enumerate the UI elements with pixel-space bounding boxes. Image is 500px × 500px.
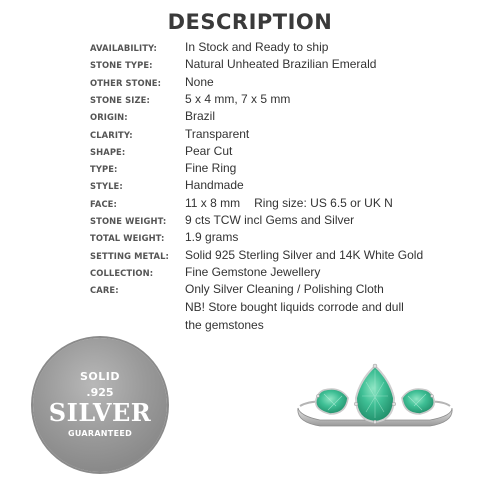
spec-row-stone-type [0,57,500,74]
spec-label: ORIGIN: [90,112,128,123]
spec-value: Fine Gemstone Jewellery [185,264,321,279]
spec-value: Brazil [185,109,216,124]
spec-value-ring-size: Ring size: US 6.5 or UK N [254,195,393,210]
spec-value: Fine Ring [185,161,237,176]
spec-row-care [0,282,500,299]
spec-value: In Stock and Ready to ship [185,40,329,54]
spec-value: 5 x 4 mm, 7 x 5 mm [185,91,291,106]
spec-label: TOTAL WEIGHT: [90,233,165,244]
spec-label: CLARITY: [90,129,133,140]
page-title: DESCRIPTION [167,10,333,34]
spec-value: None [185,74,214,89]
badge-silver-text: SILVER [48,398,152,427]
badge-solid-text: SOLID [79,370,120,383]
badge-guaranteed-text: GUARANTEED [67,429,133,438]
spec-value: Solid 925 Sterling Silver and 14K White Gold [185,247,424,262]
spec-label: SHAPE: [90,146,126,157]
spec-value: Handmade [185,178,244,193]
left-emerald [316,389,348,414]
spec-row-other-stone [0,75,500,92]
emerald-ring-image [290,360,460,440]
spec-label: STONE WEIGHT: [90,216,167,226]
spec-row-clarity [0,127,500,144]
spec-value: 9 cts TCW incl Gems and Silver [185,213,355,227]
spec-row-availability [0,40,500,57]
spec-label: STONE SIZE: [90,94,150,105]
spec-value: Transparent [185,126,250,141]
spec-value: Natural Unheated Brazilian Emerald [185,57,377,72]
spec-label: AVAILABILITY: [90,43,157,53]
spec-row-collection [0,265,500,282]
spec-label: COLLECTION: [90,267,154,278]
care-note-line-2: the gemstones [185,318,264,332]
spec-row-face [0,196,500,213]
spec-row-total-weight [0,230,500,247]
silver-guarantee-badge [33,338,167,472]
spec-value: 1.9 grams [185,230,239,245]
spec-row-stone-weight [0,213,500,230]
spec-label: FACE: [90,198,117,209]
spec-label: STONE TYPE: [90,60,153,71]
spec-value: Pear Cut [185,143,233,158]
spec-row-stone-size [0,92,500,109]
spec-value: Only Silver Cleaning / Polishing Cloth [185,282,384,297]
spec-label: STYLE: [90,181,123,192]
spec-row-style [0,178,500,195]
spec-row-origin [0,109,500,126]
spec-row-setting-metal [0,248,500,265]
badge-purity-text: .925 [86,386,114,399]
spec-label: TYPE: [90,164,118,175]
spec-label: CARE: [90,285,119,296]
spec-row-shape [0,144,500,161]
care-note-line-1: NB! Store bought liquids corrode and dull [185,300,404,314]
spec-label: SETTING METAL: [90,250,169,261]
spec-value [185,196,393,210]
spec-label: OTHER STONE: [90,77,162,88]
spec-value-face: 11 x 8 mm [185,195,241,210]
center-emerald [356,366,394,422]
right-emerald [402,389,434,414]
spec-row-type [0,161,500,178]
